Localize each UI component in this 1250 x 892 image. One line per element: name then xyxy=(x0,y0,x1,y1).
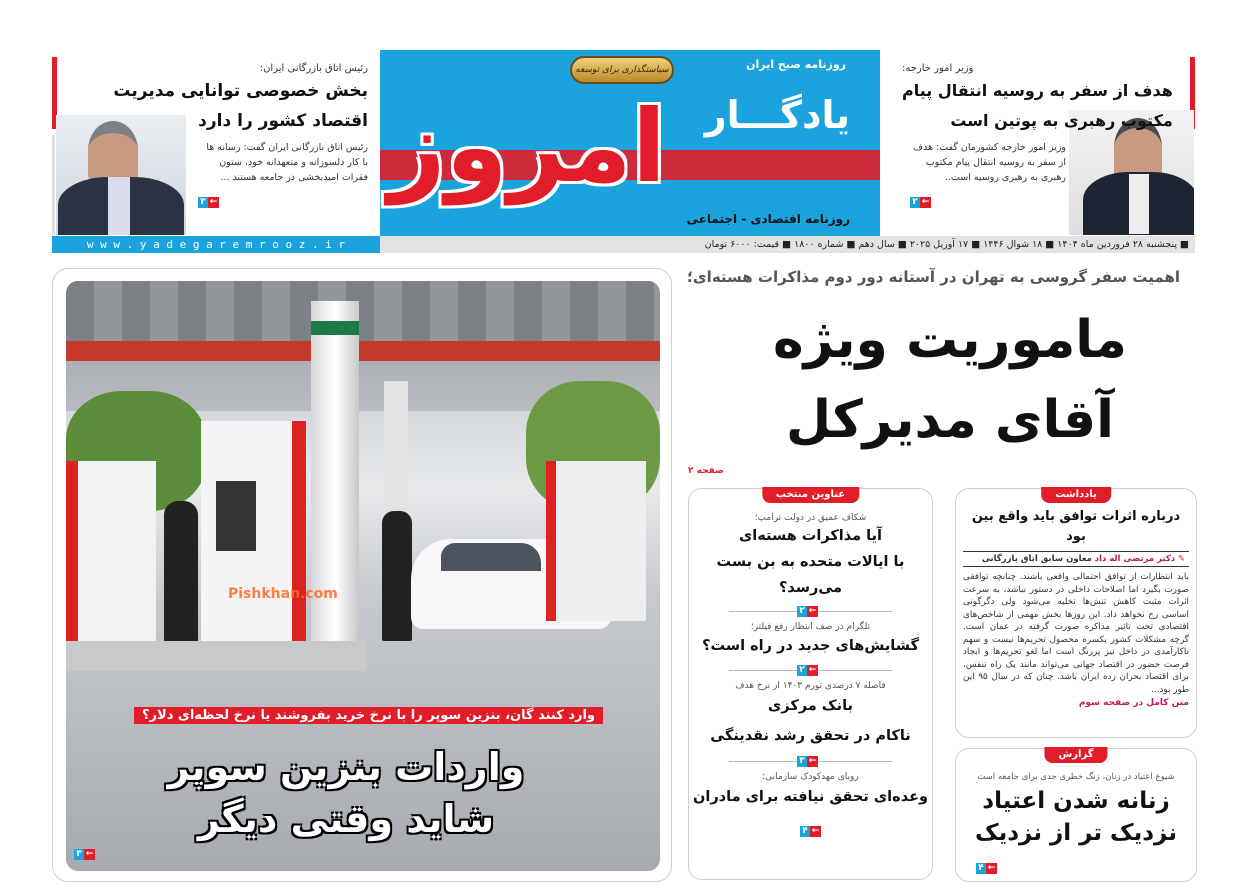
lead-headline[interactable]: ماموریت ویژه آقای مدیرکل xyxy=(772,310,1128,450)
body: وزیر امور خارجه کشورمان گفت: هدف از سفر به روسیه انتقال پیام مکتوب رهبری به رهبری روسیه است.. xyxy=(913,142,1066,183)
strap: وارد کنند گان، بنزین سوپر را با نرخ خرید بفروشند یا نرخ لحظه‌ای دلار؟ xyxy=(134,707,603,724)
report[interactable] xyxy=(955,748,1197,882)
page-ref[interactable]: ۳ ← xyxy=(74,849,95,860)
list-item[interactable]: فاصله ۷ درصدی تورم ۱۴۰۳ از نرخ هدف بانک مرکزی ناکام در تحقق رشد نقدینگی ۳ ← xyxy=(710,681,911,766)
arrow-left-icon: ← xyxy=(808,756,817,766)
arrow-left-icon: ← xyxy=(209,197,218,207)
right-teaser-text xyxy=(902,63,1173,208)
page-ref[interactable]: ۲ ← xyxy=(910,197,931,208)
kicker: شیوع اعتیاد در زنان، زنگ خطری جدی برای جامعه است xyxy=(977,772,1175,782)
report-headline: زنانه شدن اعتیاد نزدیک تر از نزدیک xyxy=(975,788,1177,846)
slogan-badge: سیاستگذاری برای توسعه xyxy=(570,56,674,84)
page-ref[interactable]: ۴ ← xyxy=(976,863,997,874)
website-strip[interactable]: w w w . y a d e g a r e m r o o z . i r xyxy=(52,236,380,253)
selected-headlines xyxy=(688,488,933,880)
left-teaser[interactable] xyxy=(56,55,378,235)
list-item[interactable]: تلگرام در صف انتظار رفع فیلتر؛ گشایش‌های جدید در راه است؟ ۲ ← xyxy=(702,622,919,675)
list-item[interactable]: شکاف عمیق در دولت ترامپ؛ آیا مذاکرات هسته‌ای با ایالات متحده به بن بست می‌رسد؟ ۲ ← xyxy=(716,513,905,616)
divider xyxy=(52,135,55,235)
gas-station-photo xyxy=(66,281,660,871)
arrow-left-icon: ← xyxy=(987,863,996,873)
read-more-link[interactable]: متن کامل در صفحه سوم xyxy=(1078,698,1189,708)
masthead-logo[interactable] xyxy=(380,50,880,236)
report-content xyxy=(956,771,1196,849)
left-teaser-text xyxy=(68,63,368,208)
section-tag: عناوین منتخب xyxy=(762,487,859,503)
arrow-left-icon: ← xyxy=(808,606,817,616)
arrow-left-icon: ← xyxy=(811,826,820,836)
kicker: رئیس اتاق بازرگانی ایران: xyxy=(259,63,368,74)
byline: ✎ دکتر مرتضی اله داد معاون سابق اتاق بازرگانی xyxy=(963,551,1189,567)
headline: بخش خصوصی توانایی مدیریت اقتصاد کشور را دارد xyxy=(113,81,368,131)
section-tag: گزارش xyxy=(1044,747,1107,763)
arrow-left-icon: ← xyxy=(921,197,930,207)
arrow-left-icon: ← xyxy=(85,849,94,859)
right-teaser[interactable] xyxy=(884,55,1194,235)
section-tag: یادداشت xyxy=(1041,487,1111,503)
arrow-left-icon: ← xyxy=(808,665,817,675)
logo-small: یادگـــار xyxy=(704,93,850,137)
page-ref[interactable]: ۳ ← xyxy=(198,197,219,208)
tagline-top: روزنامه صبح ایران xyxy=(746,58,846,71)
photo-headline: واردات بنزین سوپر شاید وقتی دیگر xyxy=(167,745,525,841)
note-headline: درباره اثرات توافق باید واقع بین بود xyxy=(971,509,1181,544)
kicker: وزیر امور خارجه: xyxy=(902,63,974,74)
logo-main: امروز xyxy=(388,88,667,205)
tagline-bottom: روزنامه اقتصادی - اجتماعی xyxy=(686,212,850,226)
note-body: باید انتظارات از توافق احتمالی واقعی باشند. چنانچه توافقی صورت بگیرد اما اصلاحات داخلی در دستور نباشد، به سرعت اثرات مثبت کاهش تنش‌ها تخلیه می‌شود ولی دگرگونی اساسی رخ نخواهد داد. این روزها بخش مهمی از شاخص‌های اقتصادی تحت تاثیر مذاکره صورت گرفته در عمان است. گرچه مشکلات کشور یکسره محصول تحریم‌ها نیست و سهم ناکارآمدی در داخل نیز پررنگ است اما لغو تحریم‌ها و ایجاد فرصت حضور در اقتصاد جهانی می‌تواند مانند یک راه تنفس، برای اقتصاد بحران زده ایران باشد. چنان که در سال ۹۵ این طور بود... xyxy=(963,572,1190,695)
photo-story[interactable] xyxy=(52,268,672,882)
lead-kicker: اهمیت سفر گروسی به تهران در آستانه دور دوم مذاکرات هسته‌ای؛ xyxy=(686,268,1180,286)
quill-icon: ✎ xyxy=(1175,554,1185,564)
date-strip: ■ پنجشنبه ۲۸ فروردین ماه ۱۴۰۴ ■ ۱۸ شوال ۱۴۴۶ ■ ۱۷ آوریل ۲۰۲۵ ■ سال دهم ■ شماره ۱۸۰۰ ■ قیمت: ۶۰۰۰ تومان xyxy=(380,236,1195,253)
list-item[interactable]: رویای مهدکودک سازمانی؛ وعده‌ای تحقق نیافته برای مادران ۴ ← xyxy=(692,772,928,836)
page-ref-link[interactable]: صفحه ۲ xyxy=(688,466,724,476)
watermark: Pishkhan.com xyxy=(228,586,338,602)
note-content xyxy=(963,507,1189,708)
body: رئیس اتاق بازرگانی ایران گفت: رسانه ها با کار دلسوزانه و متعهدانه خود، ستون فقرات امیدبخشی در جامعه هستند ... xyxy=(206,142,368,183)
headline: هدف از سفر به روسیه انتقال پیام مکتوب رهبری به پوتین است xyxy=(902,81,1173,130)
opinion-note[interactable] xyxy=(955,488,1197,738)
